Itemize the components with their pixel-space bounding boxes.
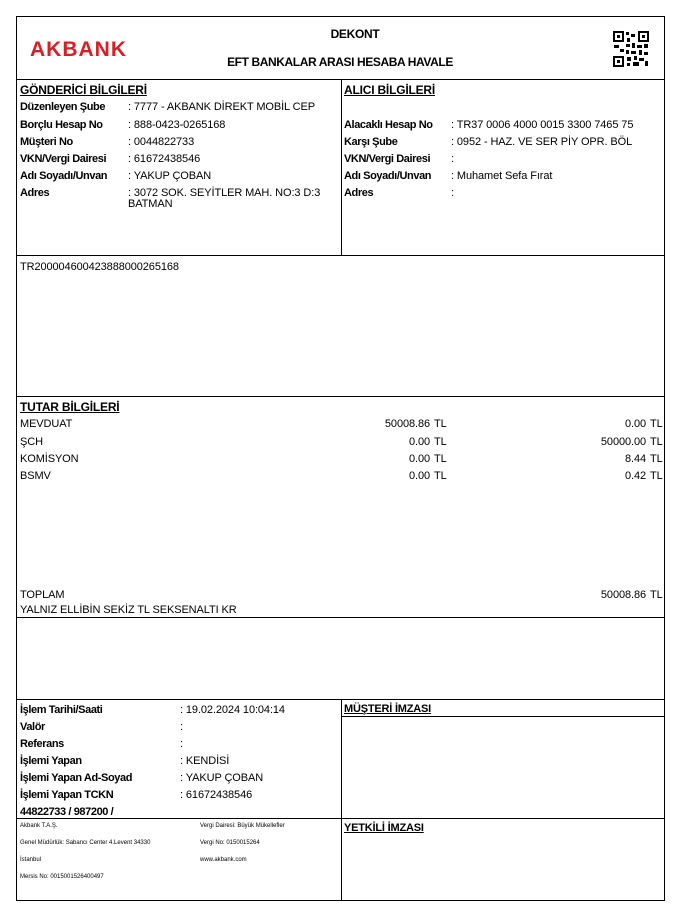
transaction-description: TR200004600423888000265168 <box>20 261 179 273</box>
qr-code-icon <box>612 30 650 68</box>
sender-branch-label: Düzenleyen Şube <box>20 101 106 113</box>
sender-customer-no-label: Müşteri No <box>20 136 73 148</box>
currency-label: TL <box>650 470 663 482</box>
value-date-value: : <box>180 721 183 733</box>
footer-address: Genel Müdürlük: Sabancı Center 4.Levent 34330 <box>20 840 151 846</box>
footer-company: Akbank T.A.Ş. <box>20 823 58 829</box>
transaction-date-label: İşlem Tarihi/Saati <box>20 704 103 716</box>
sender-address-value: : 3072 SOK. SEYİTLER MAH. NO:3 D:3 BATMAN <box>128 187 321 210</box>
performer-name-value: : YAKUP ÇOBAN <box>180 772 264 784</box>
amount-credit: 0.42 <box>624 470 646 482</box>
divider <box>341 716 665 717</box>
divider <box>16 818 665 819</box>
divider <box>16 617 665 618</box>
receiver-tax-label: VKN/Vergi Dairesi <box>344 153 431 165</box>
authorized-signature-title: YETKİLİ İMZASI <box>344 822 424 834</box>
receiver-tax-value: : <box>451 153 454 165</box>
amount-row-label: BSMV <box>20 470 51 482</box>
transaction-date-value: : 19.02.2024 10:04:14 <box>180 704 285 716</box>
amount-credit: 0.00 <box>624 418 646 430</box>
amount-debit: 50008.86 <box>384 418 430 430</box>
reference-line: 44822733 / 987200 / <box>20 806 114 818</box>
sender-account-label: Borçlu Hesap No <box>20 119 103 131</box>
receiver-section-title: ALICI BİLGİLERİ <box>344 83 435 97</box>
performer-tckn-label: İşlemi Yapan TCKN <box>20 789 114 801</box>
footer-mersis: Mersis No: 0015001526400497 <box>20 874 104 880</box>
amount-in-words: YALNIZ ELLİBİN SEKİZ TL SEKSENALTI KR <box>20 604 237 616</box>
sender-account-value: : 888-0423-0265168 <box>128 119 226 131</box>
currency-label: TL <box>434 436 447 448</box>
currency-label: TL <box>650 418 663 430</box>
currency-label: TL <box>434 418 447 430</box>
performed-by-value: : KENDİSİ <box>180 755 230 767</box>
currency-label: TL <box>434 470 447 482</box>
receiver-name-label: Adı Soyadı/Unvan <box>344 170 432 182</box>
divider <box>341 699 342 901</box>
amount-row-label: KOMİSYON <box>20 453 79 465</box>
receiver-branch-value: : 0952 - HAZ. VE SER PİY OPR. BÖL <box>451 136 633 148</box>
amount-credit: 8.44 <box>624 453 646 465</box>
amounts-section-title: TUTAR BİLGİLERİ <box>20 400 120 414</box>
performed-by-label: İşlemi Yapan <box>20 755 82 767</box>
divider <box>16 396 665 397</box>
sender-section-title: GÖNDERİCİ BİLGİLERİ <box>20 83 147 97</box>
sender-address-label: Adres <box>20 187 50 199</box>
currency-label: TL <box>650 589 663 601</box>
performer-tckn-value: : 61672438546 <box>180 789 253 801</box>
akbank-logo: AKBANK <box>30 38 127 61</box>
amount-row-label: ŞCH <box>20 436 43 448</box>
reference-label: Referans <box>20 738 64 750</box>
reference-value: : <box>180 738 183 750</box>
customer-signature-title: MÜŞTERİ İMZASI <box>344 703 432 715</box>
document-subtitle: EFT BANKALAR ARASI HESABA HAVALE <box>227 55 453 69</box>
receiver-account-label: Alacaklı Hesap No <box>344 119 433 131</box>
receiver-name-value: : Muhamet Sefa Fırat <box>451 170 553 182</box>
amount-row-label: MEVDUAT <box>20 418 73 430</box>
currency-label: TL <box>650 436 663 448</box>
total-value: 50008.86 <box>600 589 646 601</box>
document-title: DEKONT <box>330 27 380 41</box>
divider <box>16 255 665 256</box>
currency-label: TL <box>650 453 663 465</box>
amount-credit: 50000.00 <box>600 436 646 448</box>
sender-name-value: : YAKUP ÇOBAN <box>128 170 212 182</box>
receiver-address-value: : <box>451 187 454 199</box>
amount-debit: 0.00 <box>408 453 430 465</box>
value-date-label: Valör <box>20 721 45 733</box>
sender-branch-value: : 7777 - AKBANK DİREKT MOBİL CEP <box>128 101 315 113</box>
sender-tax-label: VKN/Vergi Dairesi <box>20 153 107 165</box>
amount-debit: 0.00 <box>408 470 430 482</box>
sender-tax-value: : 61672438546 <box>128 153 201 165</box>
divider <box>341 79 342 255</box>
footer-city: İstanbul <box>20 857 42 863</box>
currency-label: TL <box>434 453 447 465</box>
total-label: TOPLAM <box>20 589 65 601</box>
performer-name-label: İşlemi Yapan Ad-Soyad <box>20 772 133 784</box>
sender-name-label: Adı Soyadı/Unvan <box>20 170 108 182</box>
receiver-branch-label: Karşı Şube <box>344 136 398 148</box>
footer-tax-no: Vergi No: 0150015264 <box>200 840 260 846</box>
receiver-address-label: Adres <box>344 187 374 199</box>
footer-website: www.akbank.com <box>200 857 247 863</box>
receiver-account-value: : TR37 0006 4000 0015 3300 7465 75 <box>451 119 634 131</box>
footer-tax-office: Vergi Dairesi: Büyük Mükellefler <box>200 823 285 829</box>
amount-debit: 0.00 <box>408 436 430 448</box>
sender-customer-no-value: : 0044822733 <box>128 136 195 148</box>
